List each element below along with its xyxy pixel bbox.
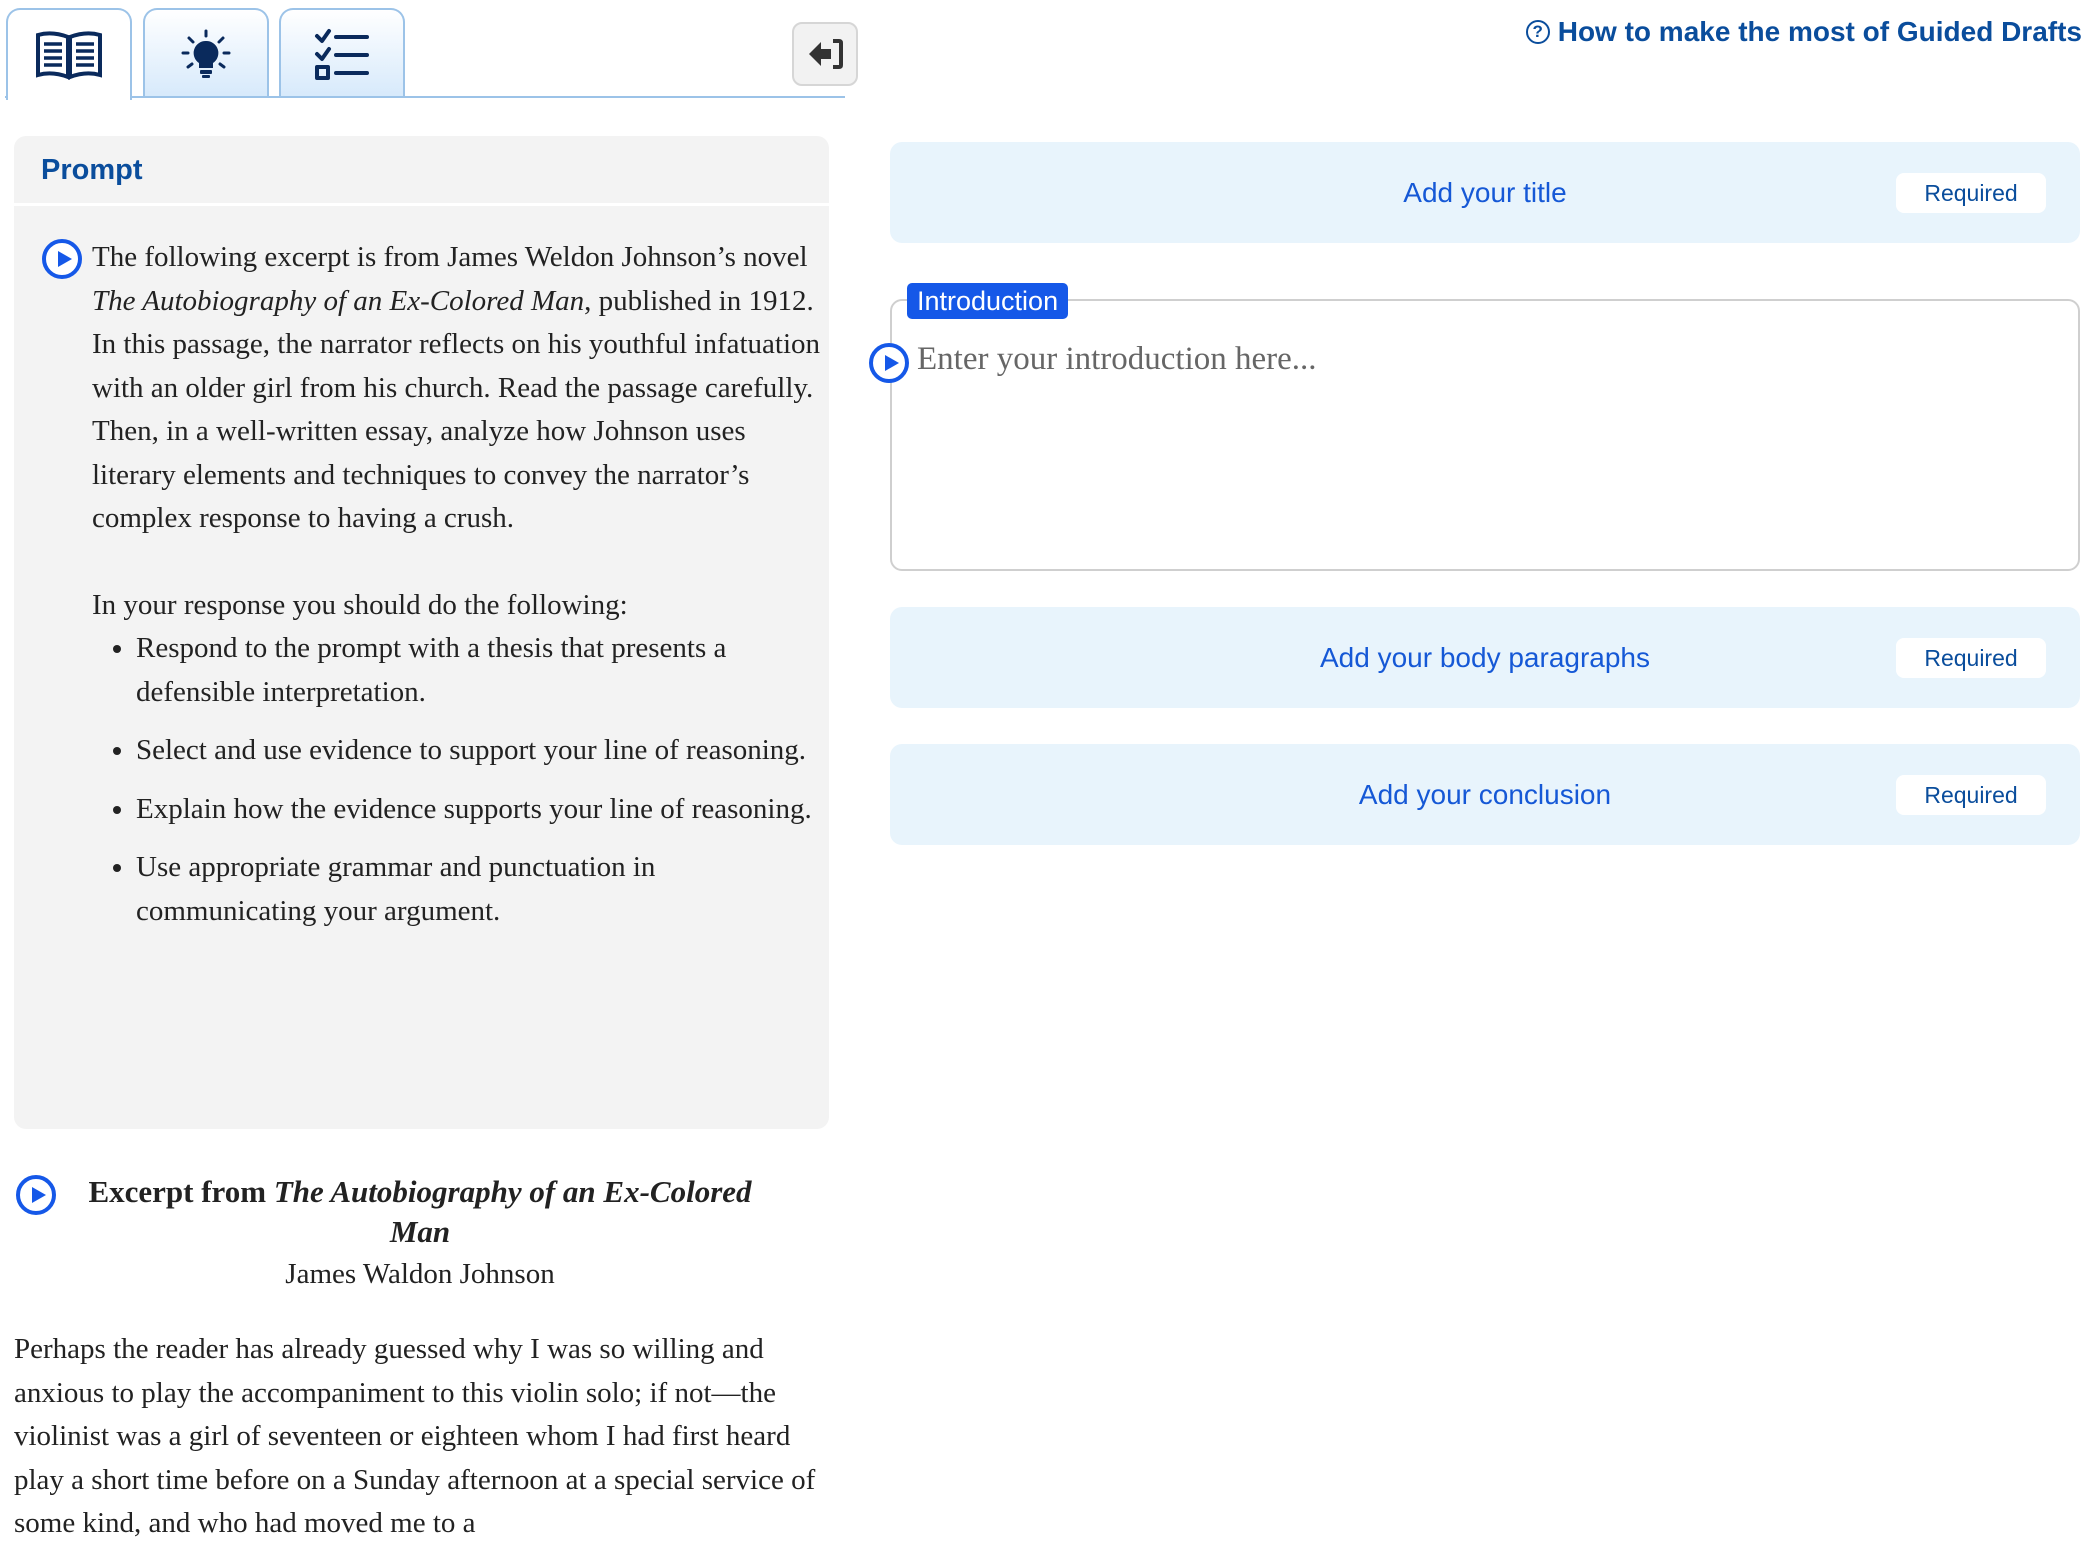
tab-ideas[interactable] (143, 8, 269, 98)
excerpt-title: Excerpt from The Autobiography of an Ex-Colored Man (88, 1174, 752, 1249)
introduction-tag: Introduction (907, 283, 1068, 319)
add-body-label: Add your body paragraphs (1320, 642, 1650, 673)
play-audio-excerpt-icon[interactable] (16, 1175, 56, 1215)
required-badge: Required (1896, 173, 2046, 213)
prompt-bullet-list (92, 627, 827, 933)
add-title-section[interactable] (890, 142, 2080, 243)
required-badge: Required (1896, 638, 2046, 678)
play-audio-introduction-icon[interactable] (869, 343, 909, 383)
prompt-bullet: • Explain how the evidence supports your line of reasoning. (136, 788, 827, 832)
add-body-section[interactable] (890, 607, 2080, 708)
open-book-icon (34, 29, 104, 81)
excerpt-author: James Waldon Johnson (285, 1258, 555, 1290)
prompt-bullet: • Use appropriate grammar and punctuation in communicating your argument. (136, 846, 827, 933)
prompt-intro: The following excerpt is from James Weldon Johnson’s novel The Autobiography of an Ex-Colored Man, published in 1912. In this passage, the narrator reflects on his youthful infatuation with an older girl from his church. Read the passage carefully. Then, in a well-written essay, analyze how Johnson uses literary elements and techniques to convey the narrator’s complex response to having a crush. (92, 241, 821, 534)
play-audio-prompt-icon[interactable] (42, 239, 82, 279)
checklist-icon (314, 28, 370, 80)
prompt-text (92, 236, 827, 948)
prompt-panel (14, 136, 829, 1129)
help-link-label: How to make the most of Guided Drafts (1557, 16, 2082, 47)
exit-arrow-icon (807, 38, 843, 70)
help-link[interactable] (1526, 16, 2082, 48)
add-conclusion-label: Add your conclusion (1358, 779, 1612, 810)
excerpt-passage: Perhaps the reader has already guessed why I was so willing and anxious to play the accompaniment to this violin solo; if not—the violinist was a girl of seventeen or eighteen whom I had first heard play a short time before on a Sunday afternoon at a special service of some kind, and who had moved me to a (14, 1333, 816, 1539)
prompt-instructions-lead: In your response you should do the following: (92, 588, 628, 621)
tab-checklist[interactable] (279, 8, 405, 98)
lightbulb-icon (180, 28, 232, 80)
required-badge: Required (1896, 775, 2046, 815)
question-circle-icon: ? (1526, 20, 1550, 44)
prompt-header: Prompt (14, 136, 829, 206)
add-conclusion-section[interactable] (890, 744, 2080, 845)
introduction-input[interactable] (915, 340, 2059, 379)
prompt-bullet: • Select and use evidence to support your line of reasoning. (136, 729, 827, 773)
prompt-bullet: • Respond to the prompt with a thesis that presents a defensible interpretation. (136, 627, 827, 714)
exit-button[interactable] (792, 22, 858, 86)
tab-reading[interactable] (6, 8, 132, 100)
tab-bar (0, 0, 845, 98)
add-title-label: Add your title (1403, 177, 1567, 208)
